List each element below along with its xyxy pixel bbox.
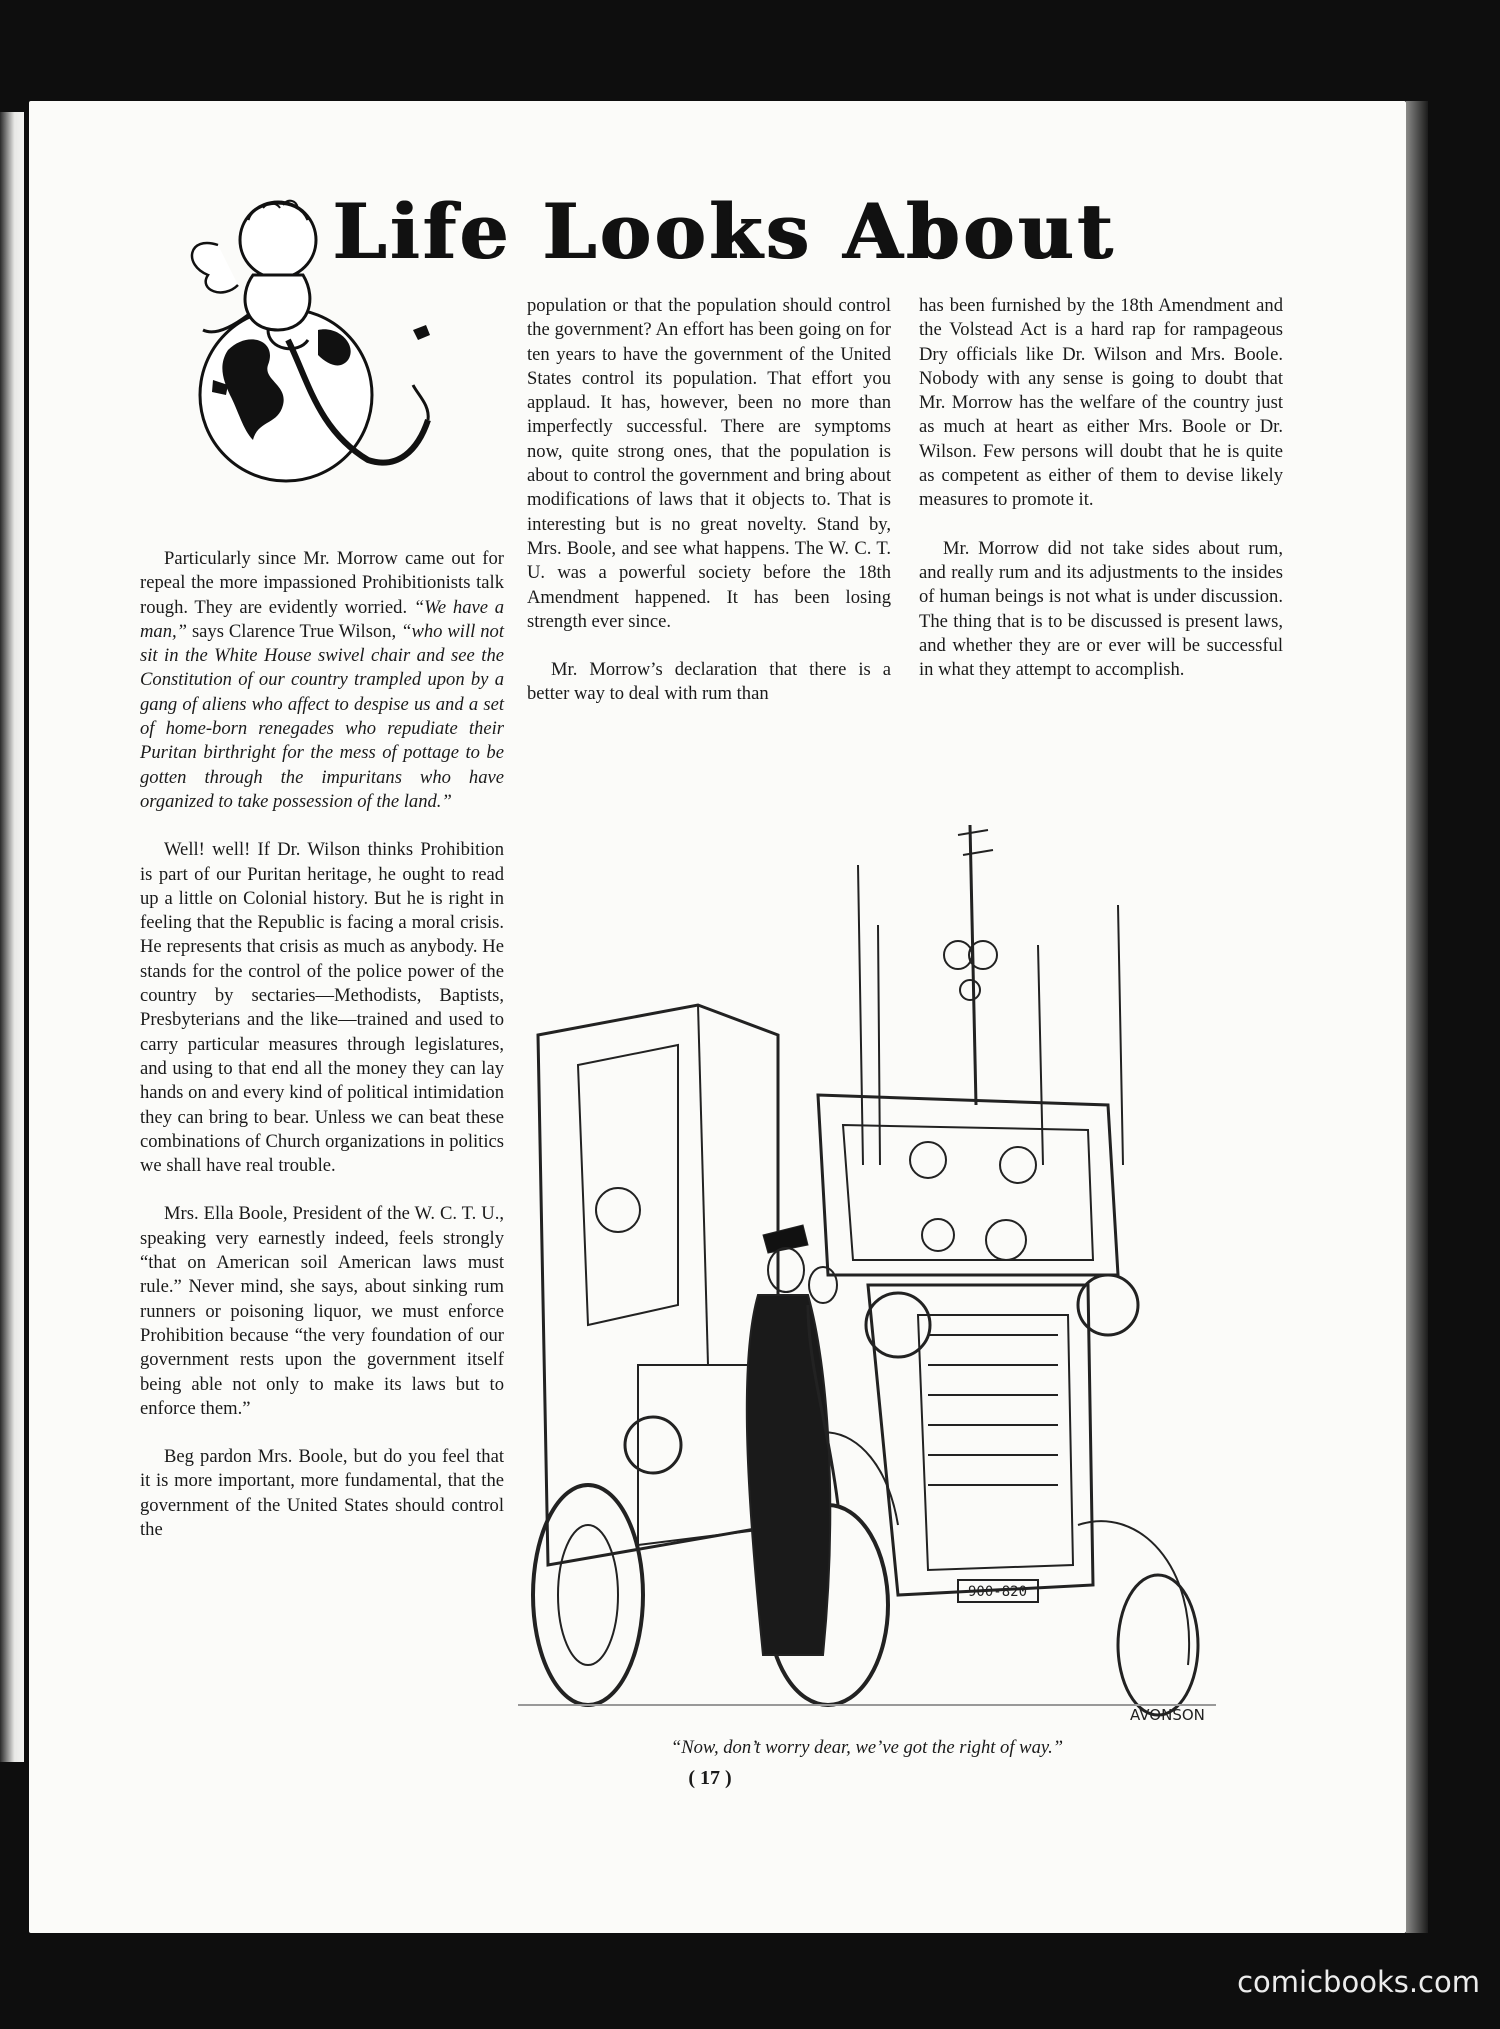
- quote-text: “We have a man,”: [140, 596, 505, 642]
- page-shadow-edge: [1406, 101, 1428, 1933]
- paragraph-text: Mr. Morrow did not take sides about rum, and really rum and its adjustments to the insides of human beings is not what is under discussion. The thing that is to be discussed is present laws, and whether they are or ever will be successful in what they attempt to accomplish.: [919, 537, 1283, 681]
- article-paragraph: [140, 1202, 504, 1421]
- paragraph-text: says Clarence True Wilson,: [187, 620, 402, 642]
- license-plate: 900-820: [968, 1584, 1028, 1600]
- quote-text: “who will not sit in the White House swivel chair and see the Constitution of our country trampled upon by a gang of aliens who affect to despise us and a set of home-born renegades who repudiate their Puritan birthright for the mess of pottage to be gotten through the impuritans who have organized to take possession of the land.”: [140, 620, 504, 812]
- paragraph-text: has been furnished by the 18th Amendment and the Volstead Act is a hard rap for rampageous Dry officials like Dr. Wilson and Mrs. Boole. Nobody with any sense is going to doubt that Mr. Morrow has the welfare of the country just as much at heart as either Mrs. Boole or Dr. Wilson. Few persons will doubt that he is quite as competent as either of them to devise likely measures to promote it.: [919, 295, 1283, 511]
- watermark: comicbooks.com: [1237, 1965, 1480, 1999]
- page-number: ( 17 ): [688, 1767, 732, 1789]
- article-paragraph: [140, 1445, 504, 1542]
- article-paragraph: [919, 537, 1283, 683]
- paragraph-text: Beg pardon Mrs. Boole, but do you feel that it is more important, more fundamental, that the government of the United States should control the: [140, 1446, 504, 1540]
- article-column-2: [527, 294, 891, 731]
- traffic-sketch-illustration: [518, 805, 1216, 1730]
- article-column-1: [140, 547, 504, 1566]
- facing-page-edge: [0, 112, 24, 1762]
- article-paragraph: [140, 838, 504, 1178]
- page-title: Life Looks About: [332, 187, 1116, 276]
- paragraph-text: population or that the population should control the government? An effort has been going on for ten years to have the government of the United States control its population. That effort you applaud. It has, however, been no more than imperfectly successful. There are symptoms now, quite strong ones, that the population is about to control the government and bring about modifications of laws that it objects to. That is interesting but is no great novelty. Stand by, Mrs. Boole, and see what happens. The W. C. T. U. was a powerful society before the 18th Amendment happened. It has been losing strength ever since.: [527, 295, 891, 632]
- paragraph-text: Mr. Morrow’s declaration that there is a better way to deal with rum than: [527, 659, 891, 705]
- illustration-caption: “Now, don’t worry dear, we’ve got the right of way.”: [670, 1737, 1064, 1758]
- article-paragraph: [527, 658, 891, 707]
- paragraph-text: Mrs. Ella Boole, President of the W. C. T. U., speaking very earnestly indeed, feels strongly “that on American soil American laws must rule.” Never mind, she says, about sinking rum runners or poisoning liquor, we must enforce Prohibition because “the very foundation of our government rests upon the government itself being able not only to make its laws but to enforce them.”: [140, 1203, 504, 1419]
- artist-signature: AVONSON: [1130, 1706, 1205, 1724]
- article-paragraph: [527, 294, 891, 634]
- article-paragraph: [140, 547, 504, 814]
- article-column-3: [919, 294, 1283, 706]
- article-paragraph: [919, 294, 1283, 513]
- paragraph-text: Particularly since Mr. Morrow came out for repeal the more impassioned Prohibitionists talk rough. They are evidently worried.: [140, 548, 504, 618]
- paragraph-text: Well! well! If Dr. Wilson thinks Prohibition is part of our Puritan heritage, he ought to read up a little on Colonial history. But he is right in feeling that the Republic is facing a moral crisis. He represents that crisis as much as anybody. He stands for the control of the police power of the country by sectaries—Methodists, Baptists, Presbyterians and the like—trained and used to carry particular measures through legislatures, and using to that end all the money they can lay hands on and every kind of political intimidation they can bring to bear. Unless we can beat these combinations of Church organizations in politics we shall have real trouble.: [140, 839, 504, 1177]
